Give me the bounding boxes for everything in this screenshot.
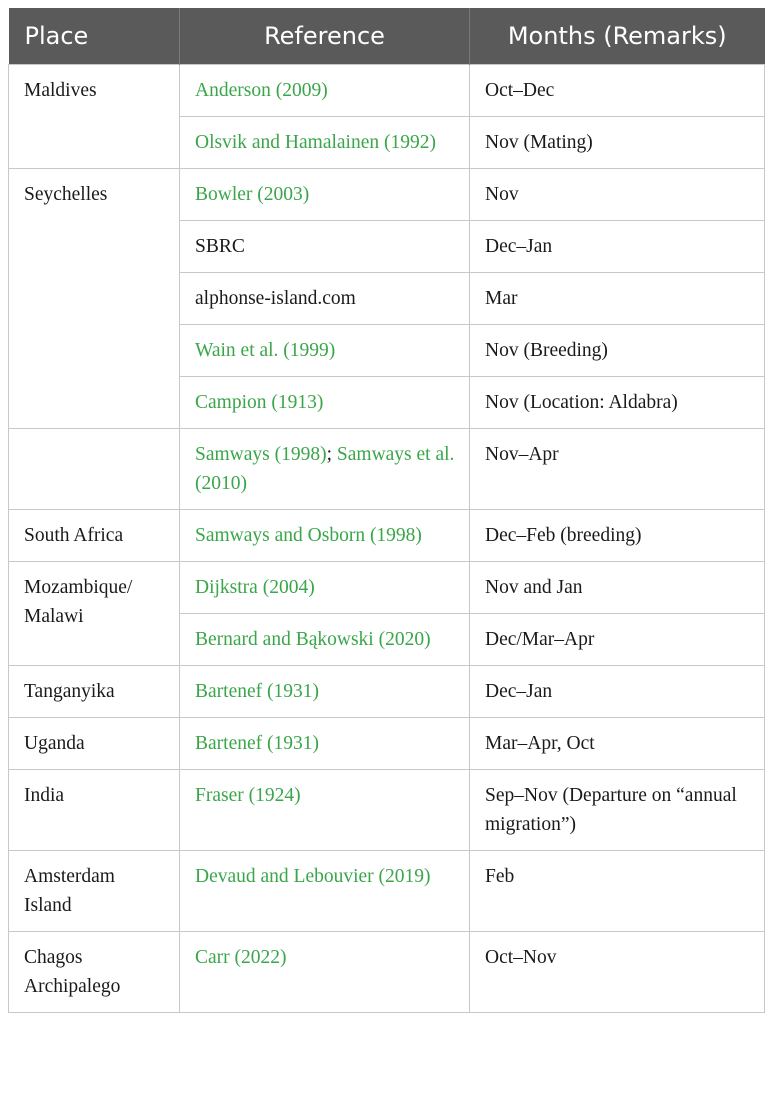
reference-text: alphonse-island.com: [195, 288, 356, 309]
reference-cell: [180, 169, 470, 221]
reference-link[interactable]: Wain et al. (1999): [195, 340, 336, 361]
reference-cell: [180, 770, 470, 851]
months-cell: Dec–Feb (breeding): [470, 510, 765, 562]
reference-link[interactable]: Samways (1998): [195, 444, 327, 465]
reference-cell: [180, 562, 470, 614]
header-place: Place: [9, 8, 180, 65]
months-cell: Dec–Jan: [470, 666, 765, 718]
months-cell: Feb: [470, 851, 765, 932]
place-cell: [9, 429, 180, 510]
months-cell: Dec/Mar–Apr: [470, 614, 765, 666]
reference-link[interactable]: Campion (1913): [195, 392, 324, 413]
months-cell: Oct–Nov: [470, 932, 765, 1013]
reference-cell: [180, 65, 470, 117]
reference-cell: [180, 117, 470, 169]
place-cell: Seychelles: [9, 169, 180, 429]
reference-cell: [180, 377, 470, 429]
reference-text: SBRC: [195, 236, 245, 257]
table-row: [9, 429, 765, 510]
reference-link[interactable]: Dijkstra (2004): [195, 577, 315, 598]
table-row: [9, 510, 765, 562]
reference-link[interactable]: Fraser (1924): [195, 785, 301, 806]
reference-link[interactable]: Bernard and Bąkowski (2020): [195, 629, 431, 650]
reference-link[interactable]: Carr (2022): [195, 947, 287, 968]
reference-cell: [180, 325, 470, 377]
reference-cell: [180, 614, 470, 666]
place-cell: Amsterdam Island: [9, 851, 180, 932]
months-cell: Nov (Breeding): [470, 325, 765, 377]
reference-link[interactable]: Bowler (2003): [195, 184, 310, 205]
table-row: [9, 666, 765, 718]
table-row: [9, 562, 765, 614]
place-cell: Uganda: [9, 718, 180, 770]
header-reference: Reference: [180, 8, 470, 65]
table-row: [9, 65, 765, 117]
months-cell: Mar–Apr, Oct: [470, 718, 765, 770]
reference-cell: [180, 273, 470, 325]
reference-link[interactable]: Devaud and Lebouvier (2019): [195, 866, 431, 887]
place-cell: Tanganyika: [9, 666, 180, 718]
reference-cell: [180, 932, 470, 1013]
reference-cell: [180, 429, 470, 510]
table-row: [9, 932, 765, 1013]
reference-link[interactable]: Samways and Osborn (1998): [195, 525, 422, 546]
place-cell: Maldives: [9, 65, 180, 169]
months-cell: Nov and Jan: [470, 562, 765, 614]
reference-link[interactable]: Bartenef (1931): [195, 733, 319, 754]
reference-link[interactable]: Olsvik and Hamalainen (1992): [195, 132, 436, 153]
table-header: [9, 8, 765, 65]
table-row: [9, 169, 765, 221]
table-container: [8, 8, 764, 1013]
data-table: [8, 8, 765, 1013]
header-row: [9, 8, 765, 65]
months-cell: Sep–Nov (Departure on “annual migration”): [470, 770, 765, 851]
table-row: [9, 718, 765, 770]
place-cell: Chagos Archipalego: [9, 932, 180, 1013]
place-cell: Mozambique/ Malawi: [9, 562, 180, 666]
place-cell: India: [9, 770, 180, 851]
months-cell: Oct–Dec: [470, 65, 765, 117]
reference-cell: [180, 221, 470, 273]
reference-cell: [180, 851, 470, 932]
reference-cell: [180, 666, 470, 718]
header-months: Months (Remarks): [470, 8, 765, 65]
reference-cell: [180, 510, 470, 562]
reference-link[interactable]: Samways et al. (2010): [195, 444, 455, 494]
reference-link[interactable]: Bartenef (1931): [195, 681, 319, 702]
place-cell: South Africa: [9, 510, 180, 562]
reference-cell: [180, 718, 470, 770]
table-body: [9, 65, 765, 1013]
months-cell: Nov (Location: Aldabra): [470, 377, 765, 429]
table-row: [9, 770, 765, 851]
months-cell: Nov (Mating): [470, 117, 765, 169]
months-cell: Dec–Jan: [470, 221, 765, 273]
months-cell: Nov: [470, 169, 765, 221]
table-row: [9, 851, 765, 932]
reference-separator: ;: [326, 444, 337, 465]
months-cell: Mar: [470, 273, 765, 325]
months-cell: Nov–Apr: [470, 429, 765, 510]
reference-link[interactable]: Anderson (2009): [195, 80, 328, 101]
